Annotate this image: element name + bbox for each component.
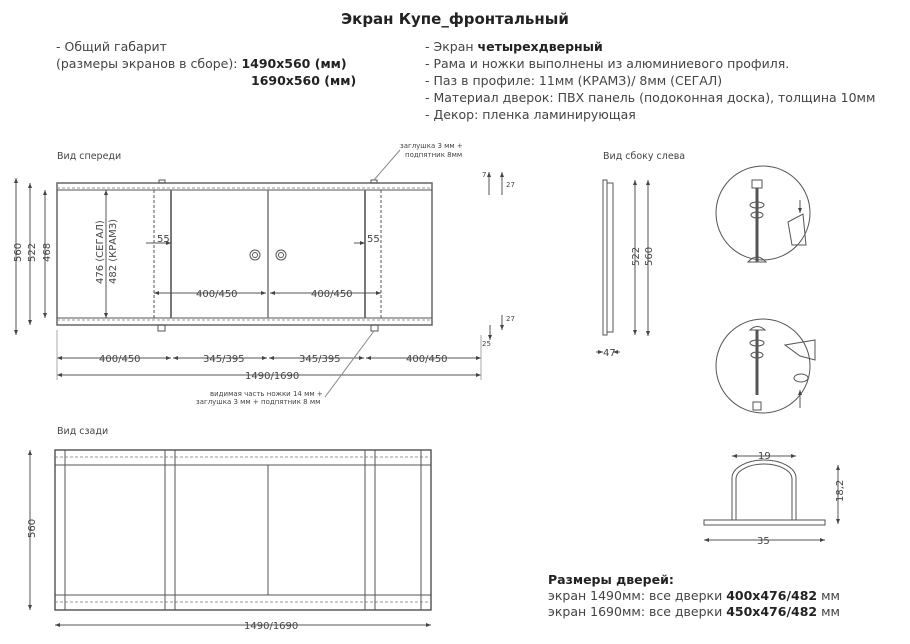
dim-55-right: 55 [367,234,380,245]
door-size-row [548,604,840,620]
spec-material: - Материал дверок: ПВХ панель (подоконная доска), толщина 10мм [425,90,876,105]
dim-door-right: 400/450 [311,289,353,300]
dim-55-left: 55 [157,234,170,245]
profile-dim-19: 19 [758,451,771,462]
door-sizes-heading: Размеры дверей: [548,572,674,587]
dim-7: 7 [482,171,487,179]
spec-overall: - Общий габарит [56,39,167,54]
side-view-label: Вид сбоку слева [603,151,686,162]
spec-assembled-label: (размеры экранов в сборе): [56,56,242,71]
dim-total-front: 1490/1690 [245,371,300,382]
dim-522: 522 [27,242,38,262]
spec-frame: - Рама и ножки выполнены из алюминиевого профиля. [425,56,790,71]
dim-468: 468 [42,242,53,262]
dim-476: 476 (СЕГАЛ) [95,220,106,284]
spec-size-1690: 1690x560 (мм) [251,73,357,88]
dim-27-top: 27 [506,181,515,189]
spec-four-door: четырехдверный [477,39,603,54]
door-knob-icon [250,250,260,260]
page-title: Экран Купе_фронтальный [341,10,569,28]
door-size-label: экран 1490мм: все дверки [548,588,727,603]
note-bottom-1: видимая часть ножки 14 мм + [210,390,323,398]
back-view [30,450,431,625]
dim-27-bottom: 27 [506,315,515,323]
profile-dim-35: 35 [757,536,770,547]
leg-detail-top [716,166,810,262]
side-dim-560: 560 [644,246,655,266]
profile-dim-18: 18,2 [835,479,846,502]
note-top-1: заглушка 3 мм + [400,142,463,150]
profile-section [704,456,838,540]
note-top-2: подпятник 8мм [405,151,463,159]
spec-groove: - Паз в профиле: 11мм (КРАМЗ)/ 8мм (СЕГАЛ) [425,73,723,88]
door-size-unit: мм [817,588,840,603]
door-size-value: 400x476/482 [726,588,818,603]
door-size-value: 450x476/482 [726,604,818,619]
side-dim-47: 47 [603,348,616,359]
leg-detail-bottom [716,319,815,413]
spec-screen-label: - Экран [425,39,478,54]
door-sizes [548,572,840,620]
dim-outer-left: 400/450 [99,354,141,365]
spec-size-1490: 1490x560 (мм) [241,56,347,71]
door-knob-icon [276,250,286,260]
dim-482: 482 (КРАМЗ) [108,218,119,284]
dim-inner-right: 345/395 [299,354,341,365]
dim-inner-left: 345/395 [203,354,245,365]
back-dim-560: 560 [27,518,38,538]
back-view-label: Вид сзади [57,426,109,437]
door-size-label: экран 1690мм: все дверки [548,604,727,619]
side-dim-522: 522 [631,246,642,266]
note-bottom-2: заглушка 3 мм + подпятник 8 мм [196,398,321,406]
dim-outer-right: 400/450 [406,354,448,365]
spec-decor: - Декор: пленка ламинирующая [425,107,636,122]
dim-560: 560 [13,242,24,262]
dim-door-left: 400/450 [196,289,238,300]
door-size-row [548,588,840,604]
door-size-unit: мм [817,604,840,619]
front-view-label: Вид спереди [57,151,122,162]
back-dim-total: 1490/1690 [244,621,299,632]
dim-25: 25 [482,340,491,348]
